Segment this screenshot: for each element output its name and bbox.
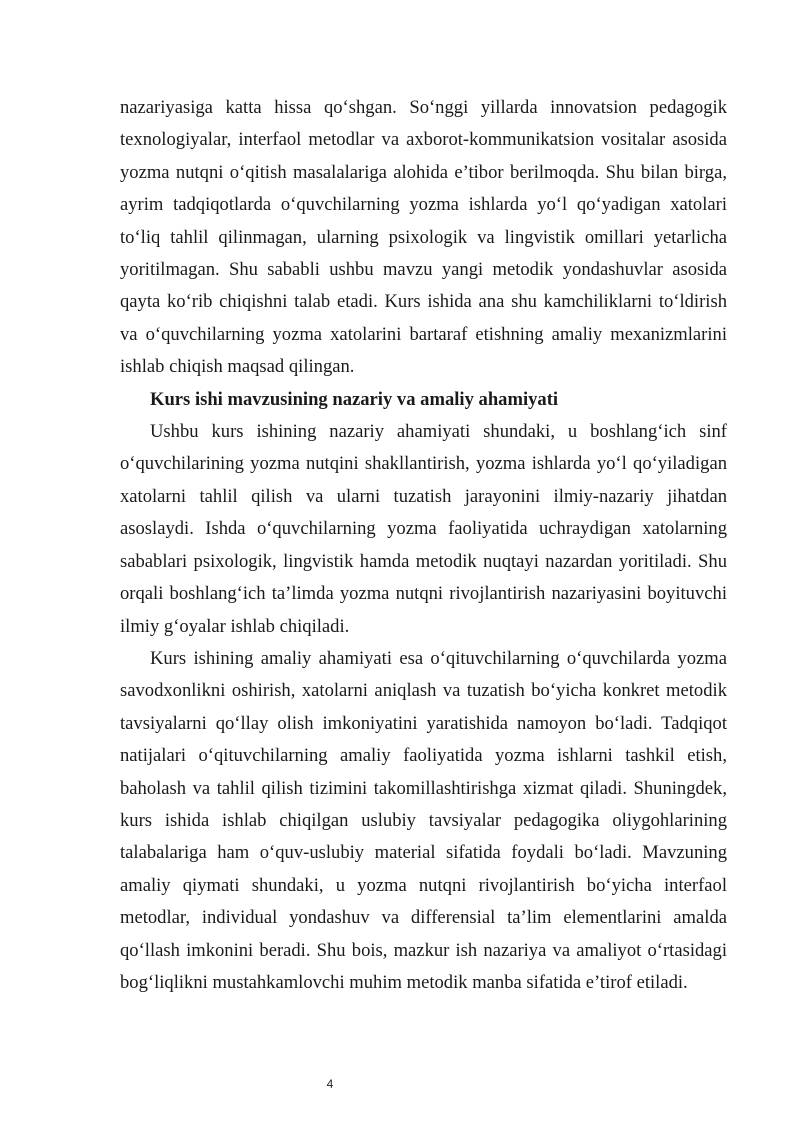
section-heading: Kurs ishi mavzusining nazariy va amaliy ahamiyati (150, 388, 559, 410)
paragraph-intro-continuation: nazariyasiga katta hissa qo‘shgan. So‘nggi yillarda innovatsion pedagogik texnologiyalar, interfaol metodlar va axborot-kommunikatsion vositalar asosida yozma nutqni o‘qitish masalalariga alohida e’tibor berilmoqda. Shu bilan birga, ayrim tadqiqotlarda o‘quvchilarning yozma ishlarda yo‘l qo‘yadigan xatolari to‘liq tahlil qilinmagan, ularning psixologik va lingvistik omillari yetarlicha yoritilmagan. Shu sababli ushbu mavzu yangi metodik yondashuvlar asosida qayta ko‘rib chiqishni talab etadi. Kurs ishida ana shu kamchiliklarni to‘ldirish va o‘quvchilarning yozma xatolarini bartaraf etishning amaliy mexanizmlarini ishlab chiqish maqsad qilingan. (120, 97, 727, 378)
paragraph-theoretical-significance: Ushbu kurs ishining nazariy ahamiyati shundaki, u boshlang‘ich sinf o‘quvchilarining yozma nutqini shakllantirish, yozma ishlarda yo‘l qo‘yiladigan xatolarni tahlil qilish va ularni tuzatish jarayonini ilmiy-nazariy jihatdan asoslaydi. Ishda o‘quvchilarning yozma faoliyatida uchraydigan xatolarning sabablari psixologik, lingvistik hamda metodik nuqtayi nazardan yoritiladi. Shu orqali boshlang‘ich ta’limda yozma nutqni rivojlantirish nazariyasini boyituvchi ilmiy g‘oyalar ishlab chiqiladi. (120, 421, 727, 637)
page-body (120, 92, 727, 999)
paragraph-practical-significance: Kurs ishining amaliy ahamiyati esa o‘qituvchilarning o‘quvchilarda yozma savodxonlikni oshirish, xatolarni aniqlash va tuzatish bo‘yicha konkret metodik tavsiyalarni qo‘llay olish imkoniyatini yaratishida namoyon bo‘ladi. Tadqiqot natijalari o‘qituvchilarning amaliy faoliyatida yozma ishlarni tashkil etish, baholash va tahlil qilish tizimini takomillashtirishga xizmat qiladi. Shuningdek, kurs ishida ishlab chiqilgan uslubiy tavsiyalar pedagogika oliygohlarining talabalariga ham o‘quv-uslubiy material sifatida foydali bo‘ladi. Mavzuning amaliy qiymati shundaki, u yozma nutqni rivojlantirish bo‘yicha interfaol metodlar, individual yondashuv va differensial ta’lim elementlarini amalda qo‘llash imkonini beradi. Shu bois, mazkur ish nazariya va amaliyot o‘rtasidagi bog‘liqlikni mustahkamlovchi muhim metodik manba sifatida e’tirof etiladi. (120, 647, 727, 993)
page-number: 4 (326, 1077, 334, 1091)
